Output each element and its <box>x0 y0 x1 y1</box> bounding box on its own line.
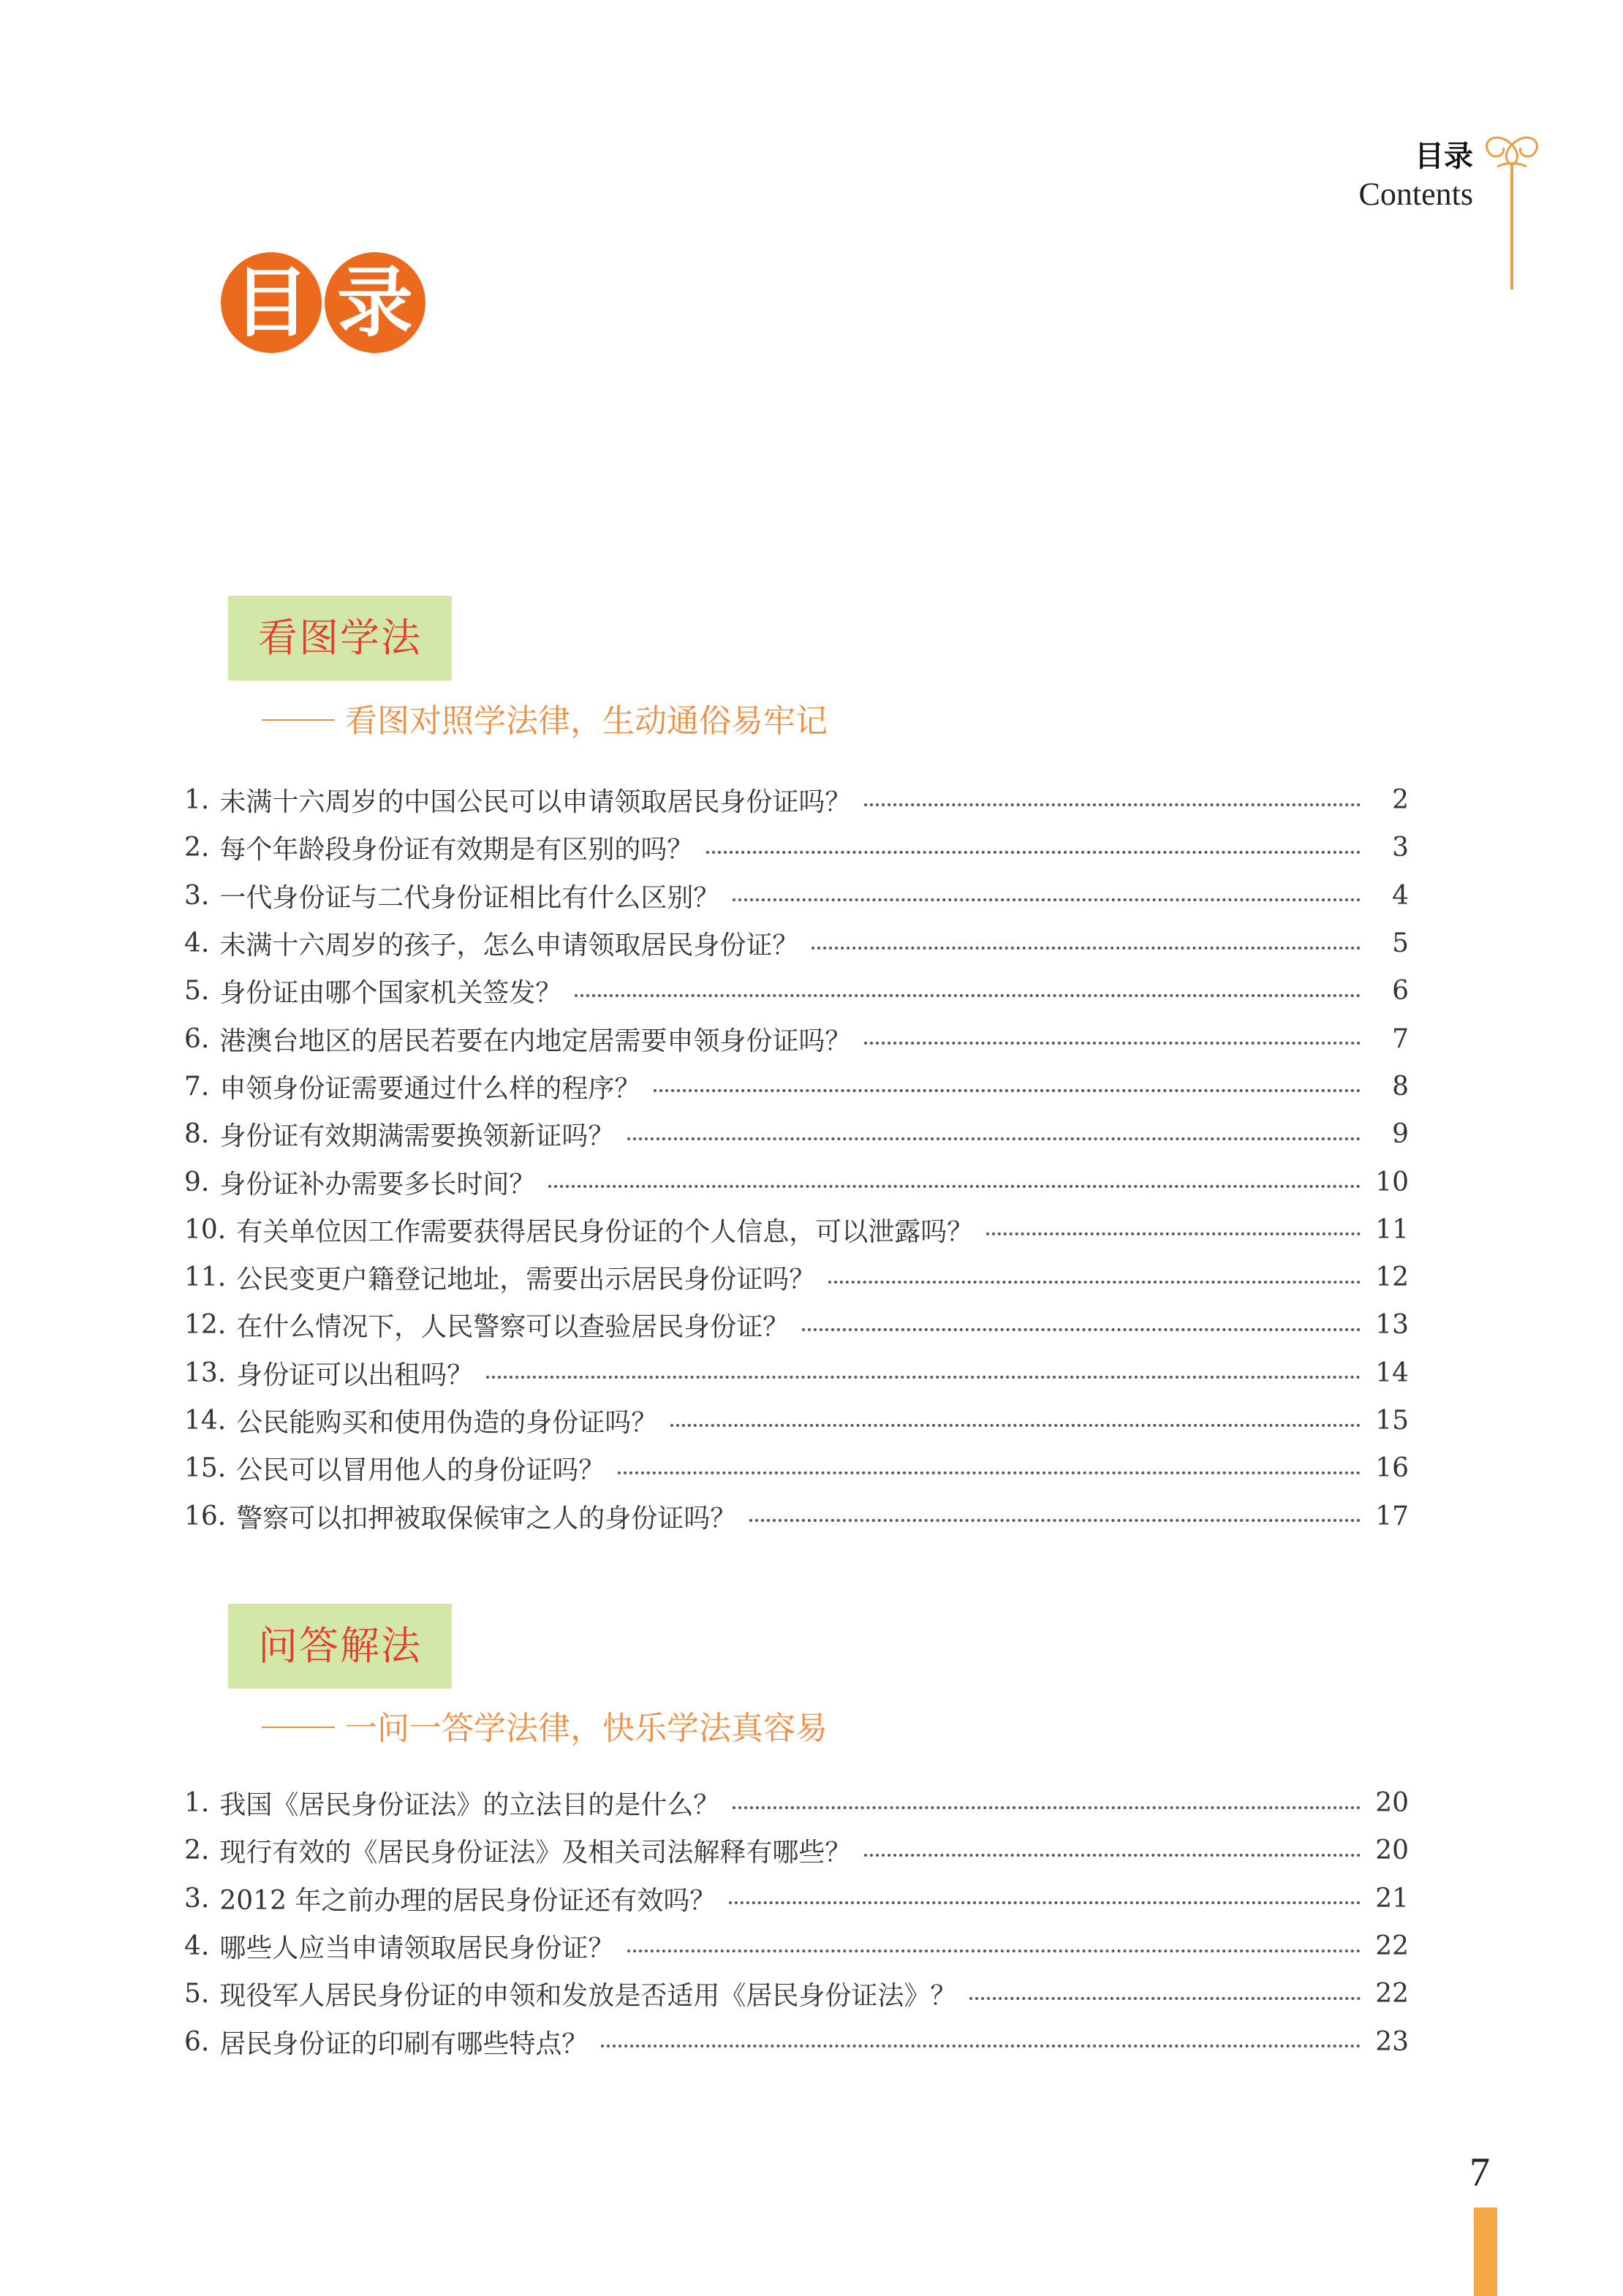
toc-entry-number: 11. <box>184 1262 227 1293</box>
ornament-icon <box>1475 123 1548 291</box>
toc-leader-dots <box>749 1519 1361 1522</box>
toc-entry-number: 4. <box>184 1931 210 1962</box>
toc-entry-number: 2. <box>184 833 210 863</box>
toc-entry-number: 13. <box>184 1357 227 1388</box>
toc-entry-page: 7 <box>1392 1023 1409 1054</box>
toc-entry-title: 身份证补办需要多长时间？ <box>219 1169 536 1200</box>
toc-entry-number: 3. <box>184 880 210 911</box>
toc-entry[interactable] <box>184 967 1409 1015</box>
toc-entry-page: 10 <box>1375 1167 1409 1197</box>
toc-entry-number: 4. <box>184 928 210 959</box>
toc-entry-number: 10. <box>184 1214 227 1245</box>
toc-entry-title: 未满十六周岁的孩子，怎么申请领取居民身份证？ <box>219 931 799 961</box>
toc-entry[interactable] <box>184 920 1409 967</box>
toc-leader-dots <box>864 1042 1361 1045</box>
toc-entry-title: 港澳台地区的居民若要在内地定居需要申领身份证吗？ <box>219 1026 852 1056</box>
toc-entry[interactable] <box>184 1254 1409 1301</box>
toc-entry-title: 每个年龄段身份证有效期是有区别的吗？ <box>219 835 694 865</box>
toc-entry-page: 13 <box>1375 1310 1409 1341</box>
toc-entry-number: 1. <box>184 1788 210 1819</box>
toc-entry-number: 14. <box>184 1406 227 1436</box>
toc-entry-title: 现行有效的《居民身份证法》及相关司法解释有哪些？ <box>219 1838 852 1868</box>
section-label: 问答解法 <box>228 1604 452 1689</box>
toc-entry-title: 在什么情况下，人民警察可以查验居民身份证？ <box>236 1312 790 1343</box>
toc-entry-page: 14 <box>1375 1357 1409 1388</box>
toc-leader-dots <box>733 1806 1361 1809</box>
toc-entry-page: 4 <box>1392 880 1409 911</box>
toc-entry-title: 现役军人居民身份证的申领和发放是否适用《居民身份证法》？ <box>219 1981 957 2012</box>
toc-entry-number: 12. <box>184 1310 227 1341</box>
toc-entry-title: 身份证可以出租吗？ <box>236 1360 474 1390</box>
toc-entry-number: 2. <box>184 1835 210 1866</box>
toc-entry-number: 5. <box>184 976 210 1007</box>
toc-list <box>184 776 1409 1540</box>
toc-entry-page: 21 <box>1375 1883 1409 1914</box>
toc-entry[interactable] <box>184 1492 1409 1539</box>
toc-entry-page: 20 <box>1375 1835 1409 1866</box>
header-title-cn: 目录 <box>1415 140 1473 173</box>
section-subtitle: 看图对照学法律，生动通俗易牢记 <box>262 694 828 741</box>
toc-entry-title: 公民变更户籍登记地址，需要出示居民身份证吗？ <box>236 1265 816 1295</box>
toc-entry-title: 居民身份证的印刷有哪些特点？ <box>219 2028 589 2059</box>
toc-entry-title: 有关单位因工作需要获得居民身份证的个人信息，可以泄露吗？ <box>236 1216 974 1247</box>
toc-entry-title: 我国《居民身份证法》的立法目的是什么？ <box>219 1790 720 1821</box>
toc-leader-dots <box>733 898 1361 901</box>
toc-entry-title: 未满十六周岁的中国公民可以申请领取居民身份证吗？ <box>219 787 852 818</box>
toc-entry-number: 5. <box>184 1979 210 2009</box>
toc-leader-dots <box>486 1376 1361 1379</box>
toc-entry[interactable] <box>184 2017 1409 2065</box>
toc-entry-title: 警察可以扣押被取保候审之人的身份证吗？ <box>236 1503 737 1534</box>
toc-leader-dots <box>864 1854 1361 1857</box>
toc-entry-page: 15 <box>1375 1406 1409 1436</box>
toc-entry-page: 22 <box>1375 1931 1409 1962</box>
toc-entry-title: 身份证由哪个国家机关签发？ <box>219 978 562 1009</box>
toc-entry-number: 16. <box>184 1501 227 1531</box>
page-number: 7 <box>1469 2150 1490 2195</box>
toc-entry[interactable] <box>184 1444 1409 1492</box>
toc-entry-number: 9. <box>184 1167 210 1197</box>
toc-leader-dots <box>969 1997 1361 2000</box>
toc-entry-title: 一代身份证与二代身份证相比有什么区别？ <box>219 882 720 913</box>
toc-entry[interactable] <box>184 1922 1409 1970</box>
toc-leader-dots <box>601 2045 1361 2047</box>
toc-leader-dots <box>828 1281 1361 1284</box>
title-char: 目 <box>232 258 309 347</box>
section-label: 看图学法 <box>228 596 452 681</box>
toc-leader-dots <box>802 1328 1361 1331</box>
toc-entry-page: 8 <box>1392 1071 1409 1102</box>
toc-entry-title: 申领身份证需要通过什么样的程序？ <box>219 1073 641 1104</box>
toc-entry-title: 公民可以冒用他人的身份证吗？ <box>236 1455 605 1486</box>
toc-entry[interactable] <box>184 824 1409 871</box>
toc-entry-page: 2 <box>1392 785 1409 816</box>
toc-entry-number: 15. <box>184 1453 227 1484</box>
toc-entry[interactable] <box>184 1779 1409 1827</box>
header-title-en: Contents <box>1358 176 1473 212</box>
toc-entry[interactable] <box>184 1827 1409 1874</box>
toc-entry-number: 6. <box>184 1023 210 1054</box>
toc-entry[interactable] <box>184 872 1409 920</box>
toc-entry-page: 3 <box>1392 833 1409 863</box>
toc-entry-page: 22 <box>1375 1979 1409 2009</box>
toc-leader-dots <box>864 803 1361 806</box>
toc-entry[interactable] <box>184 1970 1409 2017</box>
toc-list <box>184 1779 1409 2066</box>
toc-entry[interactable] <box>184 1015 1409 1062</box>
toc-entry-number: 3. <box>184 1883 210 1914</box>
toc-entry-number: 7. <box>184 1071 210 1102</box>
toc-leader-dots <box>986 1232 1361 1235</box>
toc-entry-number: 8. <box>184 1119 210 1150</box>
toc-leader-dots <box>654 1089 1361 1092</box>
toc-entry-page: 12 <box>1375 1262 1409 1293</box>
toc-leader-dots <box>618 1471 1361 1474</box>
toc-entry-page: 9 <box>1392 1119 1409 1150</box>
toc-entry[interactable] <box>184 1875 1409 1922</box>
toc-entry-page: 16 <box>1375 1453 1409 1484</box>
section-subtitle: 一问一答学法律，快乐学法真容易 <box>262 1702 828 1748</box>
toc-entry-number: 1. <box>184 785 210 816</box>
page-title <box>221 252 447 353</box>
toc-entry-page: 20 <box>1375 1788 1409 1819</box>
toc-entry[interactable] <box>184 1110 1409 1158</box>
toc-entry[interactable] <box>184 1397 1409 1444</box>
toc-entry-title: 2012 年之前办理的居民身份证还有效吗？ <box>219 1885 716 1916</box>
page-tab-bar <box>1474 2208 1497 2296</box>
toc-entry-page: 11 <box>1375 1214 1409 1245</box>
toc-leader-dots <box>575 994 1361 997</box>
toc-entry-title: 哪些人应当申请领取居民身份证？ <box>219 1933 615 1964</box>
toc-entry[interactable] <box>184 776 1409 824</box>
toc-leader-dots <box>812 947 1361 950</box>
toc-entry-title: 公民能购买和使用伪造的身份证吗？ <box>236 1408 658 1438</box>
toc-entry[interactable] <box>184 1301 1409 1349</box>
toc-entry-page: 17 <box>1375 1501 1409 1531</box>
toc-leader-dots <box>627 1137 1361 1140</box>
toc-entry[interactable] <box>184 1063 1409 1110</box>
toc-entry-title: 身份证有效期满需要换领新证吗？ <box>219 1121 615 1152</box>
toc-entry-page: 6 <box>1392 976 1409 1007</box>
toc-leader-dots <box>706 851 1361 854</box>
toc-leader-dots <box>670 1424 1361 1427</box>
toc-leader-dots <box>548 1185 1361 1188</box>
toc-entry[interactable] <box>184 1206 1409 1254</box>
toc-leader-dots <box>627 1950 1361 1952</box>
toc-entry[interactable] <box>184 1349 1409 1397</box>
toc-entry-page: 23 <box>1375 2026 1409 2057</box>
toc-entry[interactable] <box>184 1158 1409 1205</box>
toc-entry-number: 6. <box>184 2026 210 2057</box>
title-char: 录 <box>336 258 413 347</box>
toc-entry-page: 5 <box>1392 928 1409 959</box>
toc-leader-dots <box>729 1901 1361 1904</box>
